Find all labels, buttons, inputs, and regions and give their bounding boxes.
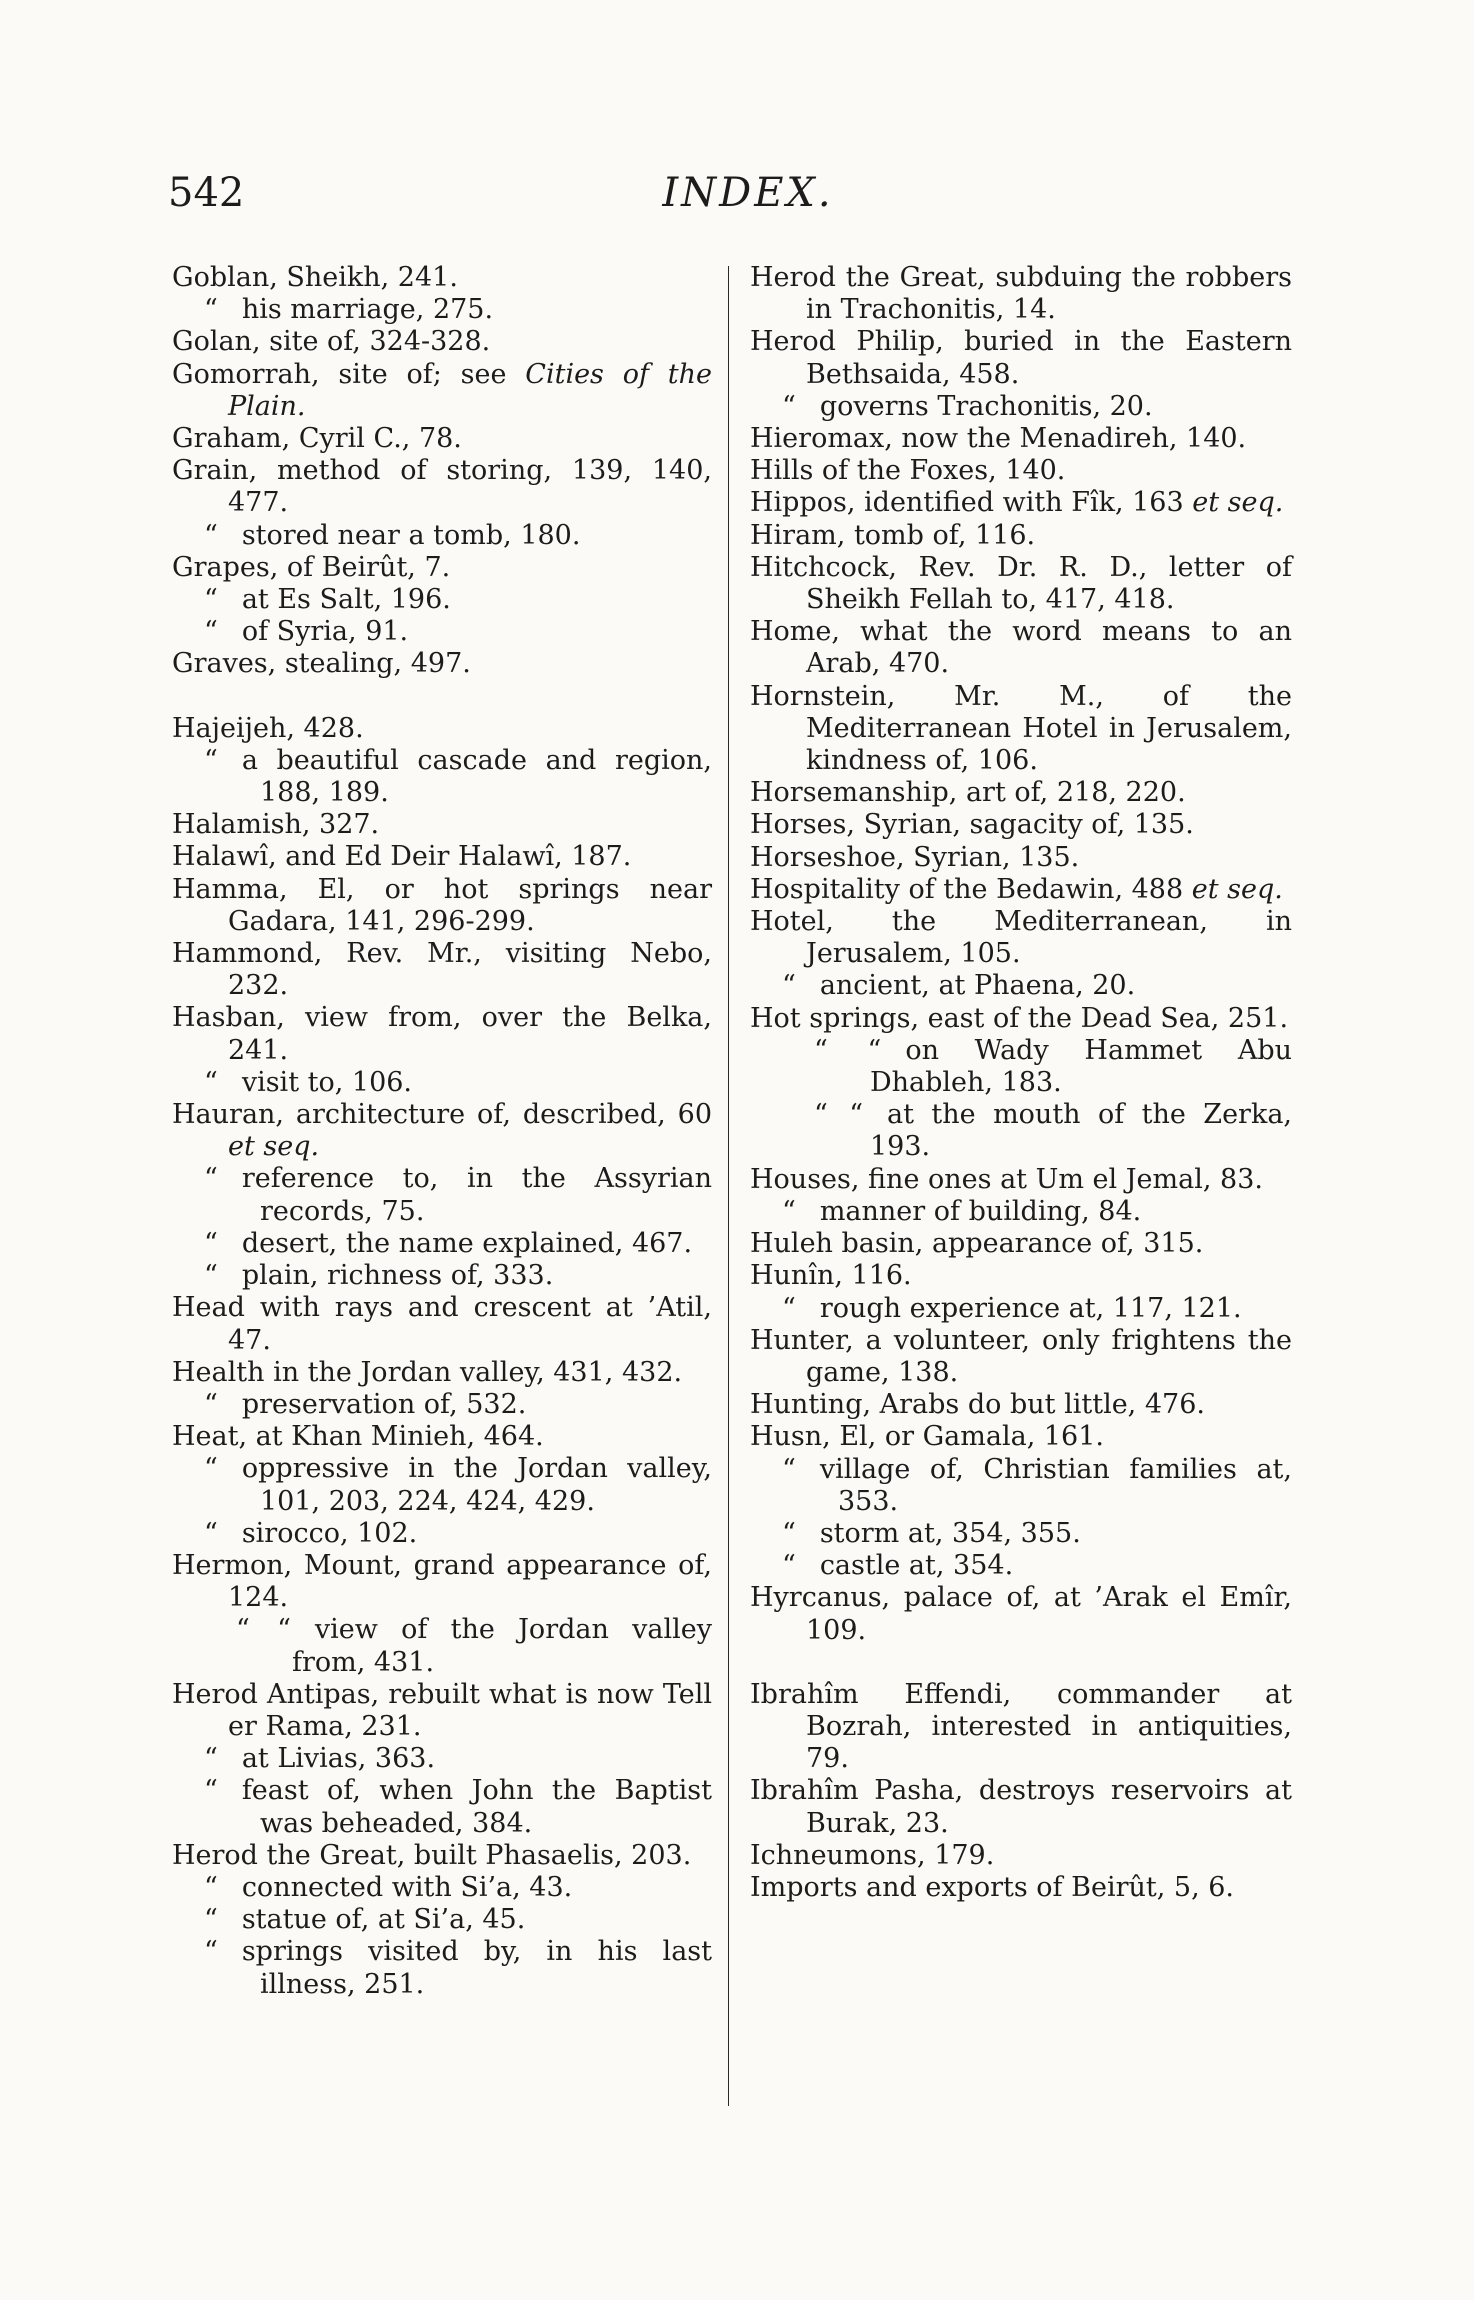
ditto-mark: “ <box>204 1871 220 1903</box>
entry-text: feast of, when John the Baptist was beheaded, 384. <box>241 1775 712 1839</box>
index-subentry <box>172 1872 712 1904</box>
index-entry <box>172 874 712 938</box>
ditto-mark: “ <box>782 390 798 422</box>
ditto-mark: “ <box>204 1936 220 1968</box>
ditto-mark: “ <box>204 584 220 616</box>
index-entry <box>750 423 1292 455</box>
entry-text: village of, Christian families at, 353. <box>819 1453 1292 1517</box>
entry-text: Hotel, the Mediterranean, in Jerusalem, 105. <box>750 906 1292 970</box>
entry-text: Ibrahîm Pasha, destroys reservoirs at Burak, 23. <box>750 1775 1292 1839</box>
index-entry <box>750 1775 1292 1839</box>
index-subentry <box>172 294 712 326</box>
entry-italic-text: et seq. <box>228 1131 320 1163</box>
entry-text: Hiram, tomb of, 116. <box>750 519 1036 551</box>
entry-text: ancient, at Phaena, 20. <box>819 970 1136 1002</box>
index-entry <box>750 455 1292 487</box>
index-subentry <box>172 616 712 648</box>
index-subentry <box>172 1904 712 1936</box>
entry-text: preservation of, 532. <box>241 1388 527 1420</box>
entry-text: stored near a tomb, 180. <box>241 519 581 551</box>
entry-text: Hitchcock, Rev. Dr. R. D., letter of Sheikh Fellah to, 417, 418. <box>750 551 1292 616</box>
index-entry <box>172 1679 712 1743</box>
ditto-mark: “ <box>204 1453 220 1485</box>
entry-text: statue of, at Si’a, 45. <box>241 1904 526 1936</box>
index-entry <box>750 1872 1292 1904</box>
index-subentry <box>750 391 1292 423</box>
ditto-mark: “ <box>204 519 220 551</box>
index-entry <box>172 1357 712 1389</box>
entry-text: Hammond, Rev. Mr., visiting Nebo, 232. <box>172 938 712 1002</box>
ditto-mark: “ <box>782 1550 798 1582</box>
entry-text: Herod Antipas, rebuilt what is now Tell er Rama, 231. <box>172 1678 712 1742</box>
entry-text: Gomorrah, site of; see <box>172 358 526 390</box>
index-subentry <box>750 970 1292 1002</box>
index-subentry <box>172 1518 712 1550</box>
index-entry <box>750 1164 1292 1196</box>
entry-italic-text: et seq. <box>1191 873 1283 905</box>
ditto-mark: “ <box>204 1388 220 1420</box>
index-subentry <box>750 1293 1292 1325</box>
ditto-mark: “ <box>204 1260 220 1292</box>
entry-text: Home, what the word means to an Arab, 470. <box>750 616 1292 680</box>
ditto-mark: “ <box>204 294 220 326</box>
entry-text: Horsemanship, art of, 218, 220. <box>750 777 1186 809</box>
ditto-mark: “ <box>204 1904 220 1936</box>
entry-text: Heat, at Khan Minieh, 464. <box>172 1421 544 1453</box>
entry-text: manner of building, 84. <box>819 1195 1142 1227</box>
index-subentry <box>172 1936 712 2000</box>
index-entry <box>750 809 1292 841</box>
index-subentry <box>172 584 712 616</box>
entry-text: rough experience at, 117, 121. <box>819 1292 1242 1324</box>
running-head <box>168 170 1328 222</box>
entry-text: Grain, method of storing, 139, 140, 477. <box>172 455 712 519</box>
index-entry <box>750 1389 1292 1421</box>
index-entry <box>172 455 712 519</box>
index-entry <box>750 1325 1292 1389</box>
entry-italic-text: et seq. <box>1192 487 1284 519</box>
index-subentry <box>172 520 712 552</box>
entry-text: Golan, site of, 324-328. <box>172 326 491 358</box>
ditto-mark: “ <box>782 970 798 1002</box>
index-subentry <box>172 745 712 809</box>
index-entry <box>750 842 1292 874</box>
index-entry <box>750 1421 1292 1453</box>
index-entry <box>172 648 712 680</box>
column-divider <box>728 266 729 2106</box>
entry-text: Hospitality of the Bedawin, 488 <box>750 873 1192 905</box>
index-subentry <box>750 1196 1292 1228</box>
entry-text: reference to, in the Assyrian records, 75. <box>241 1163 712 1227</box>
index-entry <box>172 1421 712 1453</box>
index-entry <box>172 423 712 455</box>
entry-text: Hieromax, now the Menadireh, 140. <box>750 423 1247 455</box>
entry-text: Herod the Great, built Phasaelis, 203. <box>172 1839 692 1871</box>
entry-text: Hyrcanus, palace of, at ’Arak el Emîr, 109. <box>750 1582 1292 1646</box>
index-entry <box>172 938 712 1002</box>
entry-text: Huleh basin, appearance of, 315. <box>750 1228 1204 1260</box>
index-column-right <box>750 262 1292 1904</box>
index-entry <box>750 1679 1292 1776</box>
entry-text: oppressive in the Jordan valley, 101, 203, 224, 424, 429. <box>241 1453 712 1517</box>
ditto-mark: “ <box>204 616 220 648</box>
entry-text: Ibrahîm Effendi, commander at Bozrah, interested in antiquities, 79. <box>750 1678 1292 1775</box>
index-entry <box>750 681 1292 778</box>
entry-text: connected with Si’a, 43. <box>241 1871 573 1903</box>
entry-text: a beautiful cascade and region, 188, 189. <box>241 744 712 809</box>
index-subentry <box>172 1228 712 1260</box>
ditto-mark: “ <box>782 1195 798 1227</box>
entry-text: of Syria, 91. <box>241 616 409 648</box>
entry-text: his marriage, 275. <box>241 294 494 326</box>
index-entry <box>172 1099 712 1163</box>
entry-text: governs Trachonitis, 20. <box>819 390 1153 422</box>
index-entry <box>172 713 712 745</box>
running-title: INDEX. <box>662 170 834 216</box>
index-subentry <box>172 1260 712 1292</box>
ditto-mark: “ <box>204 1743 220 1775</box>
index-subentry <box>750 1518 1292 1550</box>
entry-text: Hajeijeh, 428. <box>172 712 364 744</box>
entry-text: Grapes, of Beirût, 7. <box>172 551 451 583</box>
index-subentry <box>172 1389 712 1421</box>
index-entry <box>750 1840 1292 1872</box>
entry-text: Graves, stealing, 497. <box>172 648 471 680</box>
entry-text: Hornstein, Mr. M., of the Mediterranean Hotel in Jerusalem, kindness of, 106. <box>750 680 1292 777</box>
letter-group-gap <box>750 1647 1292 1679</box>
ditto-mark: “ <box>782 1517 798 1549</box>
ditto-mark: “ <box>204 1775 220 1807</box>
entry-text: Hippos, identified with Fîk, 163 <box>750 487 1193 519</box>
page-number: 542 <box>168 170 245 216</box>
index-entry <box>750 1260 1292 1292</box>
index-entry <box>750 487 1292 519</box>
entry-text: Graham, Cyril C., 78. <box>172 423 462 455</box>
index-entry <box>750 616 1292 680</box>
entry-text: Hasban, view from, over the Belka, 241. <box>172 1002 712 1066</box>
entry-text: springs visited by, in his last illness, 251. <box>241 1936 712 2000</box>
entry-text: on Wady Hammet Abu Dhableh, 183. <box>870 1034 1292 1099</box>
ditto-mark: “ <box>782 1453 798 1485</box>
index-entry <box>750 1582 1292 1646</box>
entry-text: view of the Jordan valley from, 431. <box>292 1614 712 1678</box>
index-subentry <box>172 1743 712 1775</box>
index-entry <box>172 262 712 294</box>
index-entry <box>750 552 1292 616</box>
ditto-mark: “ <box>204 1227 220 1259</box>
index-entry <box>172 1002 712 1066</box>
entry-text: Halamish, 327. <box>172 809 380 841</box>
entry-text: at Es Salt, 196. <box>241 584 451 616</box>
entry-text: Hills of the Foxes, 140. <box>750 455 1066 487</box>
entry-text: at Livias, 363. <box>241 1743 436 1775</box>
index-entry <box>750 1228 1292 1260</box>
letter-group-gap <box>172 681 712 713</box>
index-entry <box>750 906 1292 970</box>
index-column-left <box>172 262 712 2001</box>
index-subentry <box>750 1454 1292 1518</box>
entry-text: Hunting, Arabs do but little, 476. <box>750 1389 1205 1421</box>
entry-text: Hot springs, east of the Dead Sea, 251. <box>750 1002 1289 1034</box>
index-entry <box>172 1840 712 1872</box>
entry-text: Halawî, and Ed Deir Halawî, 187. <box>172 841 632 873</box>
entry-text: Husn, El, or Gamala, 161. <box>750 1421 1104 1453</box>
index-entry <box>750 326 1292 390</box>
entry-text: Imports and exports of Beirût, 5, 6. <box>750 1871 1234 1903</box>
ditto-mark: “ <box>204 1066 220 1098</box>
entry-text: at the mouth of the Zerka, 193. <box>870 1099 1292 1163</box>
entry-text: Head with rays and crescent at ’Atil, 47. <box>172 1292 712 1356</box>
index-entry <box>750 874 1292 906</box>
ditto-mark: “ <box>204 1163 220 1195</box>
entry-italic-text: Cities of the Plain. <box>228 358 713 422</box>
index-subentry <box>750 1035 1292 1099</box>
ditto-mark: “ <box>782 1292 798 1324</box>
entry-text: Horseshoe, Syrian, 135. <box>750 841 1080 873</box>
ditto-mark: “ “ <box>236 1614 293 1646</box>
ditto-mark: “ “ <box>814 1099 866 1131</box>
entry-text: Horses, Syrian, sagacity of, 135. <box>750 809 1194 841</box>
index-subentry <box>172 1614 712 1678</box>
entry-text: desert, the name explained, 467. <box>241 1227 693 1259</box>
index-entry <box>750 777 1292 809</box>
index-subentry <box>750 1550 1292 1582</box>
entry-text: Hamma, El, or hot springs near Gadara, 141, 296-299. <box>172 873 712 937</box>
entry-text: Hauran, architecture of, described, 60 <box>172 1099 712 1131</box>
index-subentry <box>172 1453 712 1517</box>
index-entry <box>172 841 712 873</box>
index-subentry <box>750 1099 1292 1163</box>
index-subentry <box>172 1067 712 1099</box>
entry-text: Houses, fine ones at Um el Jemal, 83. <box>750 1163 1263 1195</box>
index-entry <box>750 262 1292 326</box>
entry-text: Herod Philip, buried in the Eastern Bethsaida, 458. <box>750 326 1292 390</box>
index-subentry <box>172 1163 712 1227</box>
index-entry <box>750 520 1292 552</box>
entry-text: Ichneumons, 179. <box>750 1839 995 1871</box>
entry-text: Herod the Great, subduing the robbers in Trachonitis, 14. <box>750 262 1292 326</box>
ditto-mark: “ “ <box>814 1034 884 1066</box>
index-entry <box>172 1550 712 1614</box>
index-entry <box>172 359 712 423</box>
entry-text: storm at, 354, 355. <box>819 1517 1081 1549</box>
entry-text: castle at, 354. <box>819 1550 1014 1582</box>
entry-text: visit to, 106. <box>241 1066 413 1098</box>
index-entry <box>172 809 712 841</box>
entry-text: plain, richness of, 333. <box>241 1260 554 1292</box>
entry-text: Health in the Jordan valley, 431, 432. <box>172 1356 683 1388</box>
index-subentry <box>172 1775 712 1839</box>
entry-text: sirocco, 102. <box>241 1517 418 1549</box>
index-entry <box>172 1292 712 1356</box>
entry-text: Goblan, Sheikh, 241. <box>172 262 458 293</box>
entry-text: Hunter, a volunteer, only frightens the game, 138. <box>750 1324 1292 1388</box>
entry-text: Hunîn, 116. <box>750 1260 912 1292</box>
ditto-mark: “ <box>204 744 220 776</box>
ditto-mark: “ <box>204 1517 220 1549</box>
index-entry <box>172 326 712 358</box>
index-entry <box>750 1003 1292 1035</box>
entry-text: Hermon, Mount, grand appearance of, 124. <box>172 1549 712 1614</box>
index-entry <box>172 552 712 584</box>
